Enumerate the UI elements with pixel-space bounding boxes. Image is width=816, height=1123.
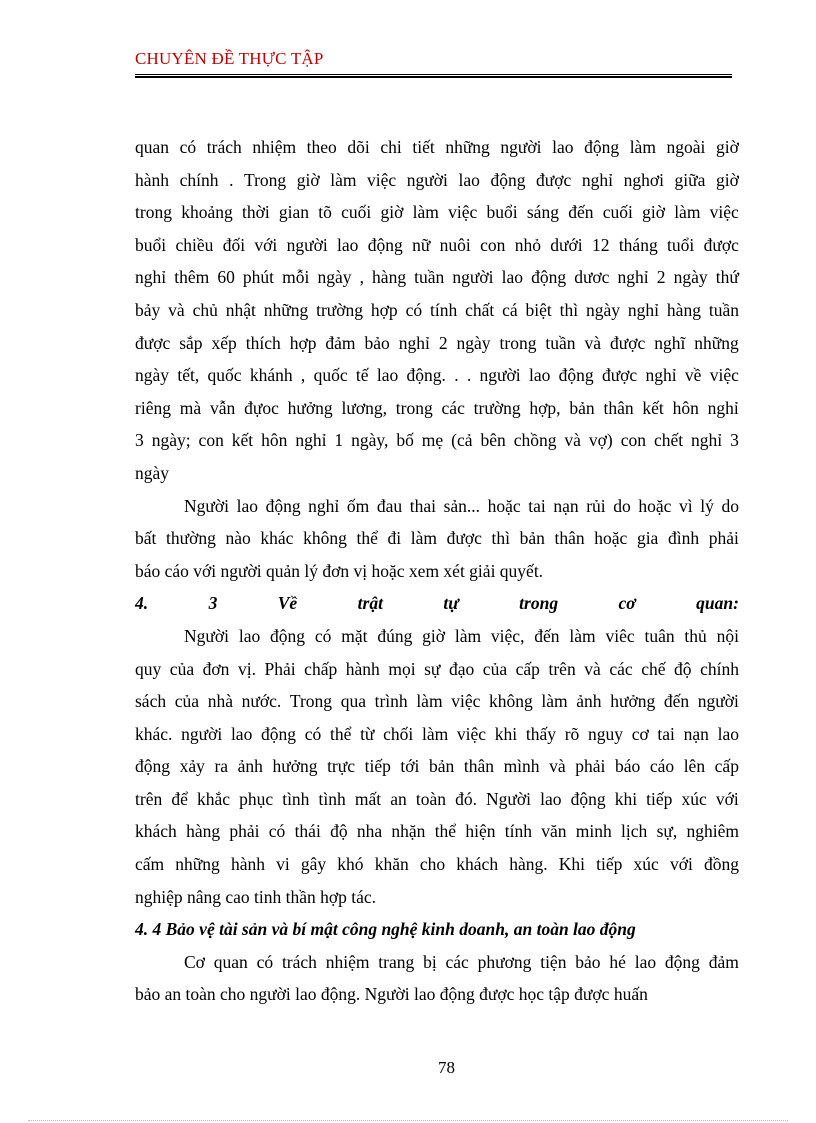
text-line: 3 ngày; con kết hôn nghỉ 1 ngày, bố mẹ (cả bên chồng và vợ) con chết nghỉ 3 — [135, 430, 739, 451]
text-line: khách hàng phải có thái độ nha nhặn thể hiện tính văn minh lịch sự, nghiêm — [135, 821, 739, 842]
body-text — [135, 131, 739, 1011]
text-line: được sắp xếp thích hợp đảm bảo nghỉ 2 ngày trong tuần và được nghĩ những — [135, 332, 739, 353]
text-line: 4. 4 Bảo vệ tài sản và bí mật công nghệ kinh doanh, an toàn lao động — [135, 919, 636, 940]
header-rule-double — [135, 76, 732, 78]
text-line: cấm những hành vi gây khó khăn cho khách hàng. Khi tiếp xúc với đồng — [135, 854, 739, 875]
text-line: Người lao động có mặt đúng giờ làm việc, đến làm viêc tuân thủ nội — [184, 625, 739, 646]
text-line: buổi chiều đối với người lao động nữ nuôi con nhỏ dưới 12 tháng tuổi được — [135, 234, 739, 255]
text-line: hành chính . Trong giờ làm việc người lao động được nghỉ nghơi giữa giờ — [135, 169, 739, 190]
text-line: bất thường nào khác không thể đi làm được thì bản thân hoặc gia đình phải — [135, 528, 739, 549]
header-rule — [135, 74, 732, 75]
text-line: trong khoảng thời gian tõ cuối giờ làm việc buổi sáng đến cuối giờ làm việc — [135, 202, 739, 223]
text-line: bảo an toàn cho người lao động. Người lao động được học tập được huấn — [135, 984, 648, 1005]
text-line: quy của đơn vị. Phải chấp hành mọi sự đạo của cấp trên và các chế độ chính — [135, 658, 739, 679]
footer-rule — [28, 1120, 788, 1121]
text-line: động xảy ra ảnh hưởng trực tiếp tới bản thân mình và phải báo cáo lên cấp — [135, 756, 739, 777]
text-line: khác. người lao động có thể từ chối làm việc khi thấy rõ nguy cơ tai nạn lao — [135, 723, 739, 744]
text-line: Người lao động nghỉ ốm đau thai sản... hoặc tai nạn rủi do hoặc vì lý do — [184, 495, 739, 516]
header-title: CHUYÊN ĐỀ THỰC TẬP — [135, 49, 324, 68]
text-line: riêng mà vẫn đựoc hưởng lương, trong các trường hợp, bản thân kết hôn nghỉ — [135, 397, 739, 418]
text-line: ngày — [135, 462, 170, 483]
page-number: 78 — [438, 1058, 455, 1077]
text-line: Cơ quan có trách nhiệm trang bị các phương tiện bảo hé lao động đảm — [184, 951, 739, 972]
text-line: trên để khắc phục tình tình mất an toàn đó. Người lao động khi tiếp xúc với — [135, 788, 739, 809]
text-line: nghiệp nâng cao tinh thần hợp tác. — [135, 886, 377, 907]
text-line: ngày tết, quốc khánh , quốc tế lao động. . . người lao động được nghỉ về việc — [135, 365, 739, 386]
text-line: 4. 3 Về trật tự trong cơ quan: — [135, 593, 739, 614]
text-line: báo cáo với người quản lý đơn vị hoặc xem xét giải quyết. — [135, 560, 544, 581]
text-line: nghỉ thêm 60 phút mỗi ngày , hàng tuần người lao động dươc nghỉ 2 ngày thứ — [135, 267, 739, 288]
text-line: quan có trách nhiệm theo dõi chi tiết những người lao động làm ngoài giờ — [135, 137, 739, 157]
text-line: bảy và chủ nhật những trường hợp có tính chất cá biệt thì ngày nghỉ hàng tuần — [135, 299, 739, 320]
text-line: sách của nhà nước. Trong qua trình làm việc không làm ảnh hưởng đến người — [135, 691, 739, 712]
